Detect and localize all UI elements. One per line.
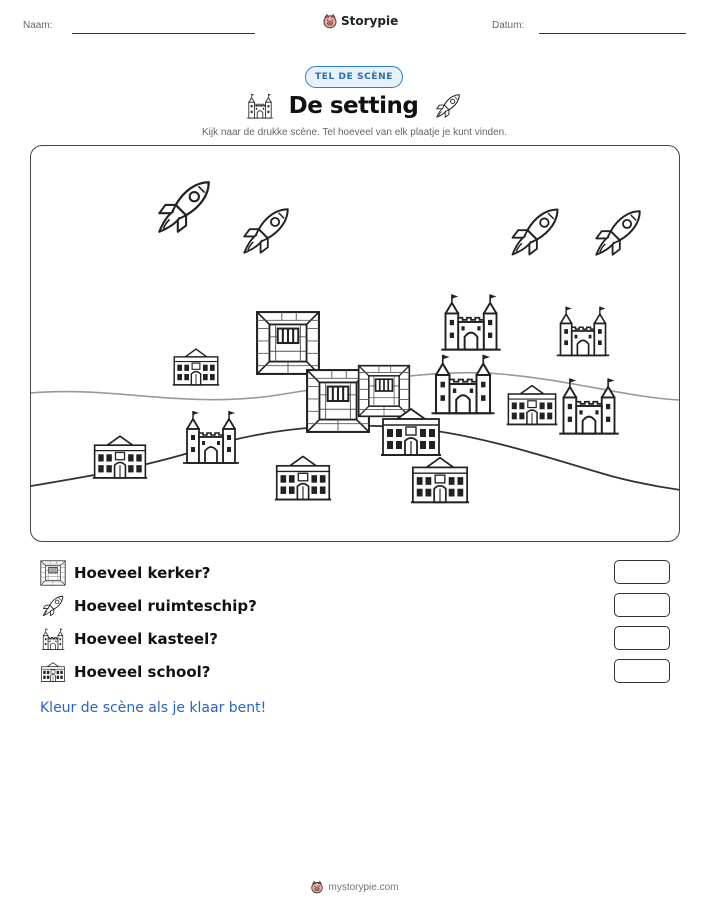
name-label: Naam: [23,20,53,31]
castle-icon[interactable] [553,302,613,360]
instructions: Kijk naar de drukke scène. Tel hoeveel van elk plaatje je kunt vinden. [201,127,507,138]
rocket-icon[interactable] [149,174,219,240]
answer-box[interactable] [614,560,670,584]
castle-icon[interactable] [437,290,505,354]
school-icon [40,659,66,685]
site-footer [0,880,709,894]
question-text: Hoeveel school? [74,663,211,681]
school-icon[interactable] [505,382,559,428]
castle-icon[interactable] [179,406,243,468]
title-row [0,91,709,121]
castle-icon [245,92,275,120]
rocket-icon[interactable] [235,202,297,260]
rocket-icon [40,593,66,619]
question-text: Hoeveel ruimteschip? [74,597,257,615]
question-row [40,659,670,685]
pig-logo-icon [322,13,338,29]
school-icon[interactable] [273,452,333,504]
name-line[interactable] [72,33,255,34]
brand-logo [322,13,398,29]
question-row [40,626,670,652]
date-label: Datum: [492,20,525,31]
brand-name: Storypie [341,14,399,28]
school-icon[interactable] [409,452,471,508]
answer-box[interactable] [614,626,670,650]
dungeon-icon [40,560,66,586]
question-text: Hoeveel kasteel? [74,630,218,648]
rocket-icon[interactable] [503,202,567,262]
answer-box[interactable] [614,659,670,683]
page-title: De setting [288,93,419,119]
site-url: mystorypie.com [328,881,399,893]
question-text: Hoeveel kerker? [74,564,211,582]
question-row [40,593,670,619]
activity-badge: TEL DE SCÈNE [305,66,403,88]
coloring-note: Kleur de scène als je klaar bent! [40,700,267,716]
counting-scene[interactable] [30,145,680,542]
question-row [40,560,670,586]
pig-logo-icon [310,880,324,894]
school-icon[interactable] [171,346,221,388]
answer-box[interactable] [614,593,670,617]
rocket-icon [432,91,464,121]
school-icon[interactable] [91,432,149,482]
rocket-icon[interactable] [587,204,649,262]
dungeon-icon[interactable] [255,310,321,376]
date-line[interactable] [539,33,686,34]
castle-icon [40,626,66,652]
castle-icon[interactable] [555,374,623,438]
